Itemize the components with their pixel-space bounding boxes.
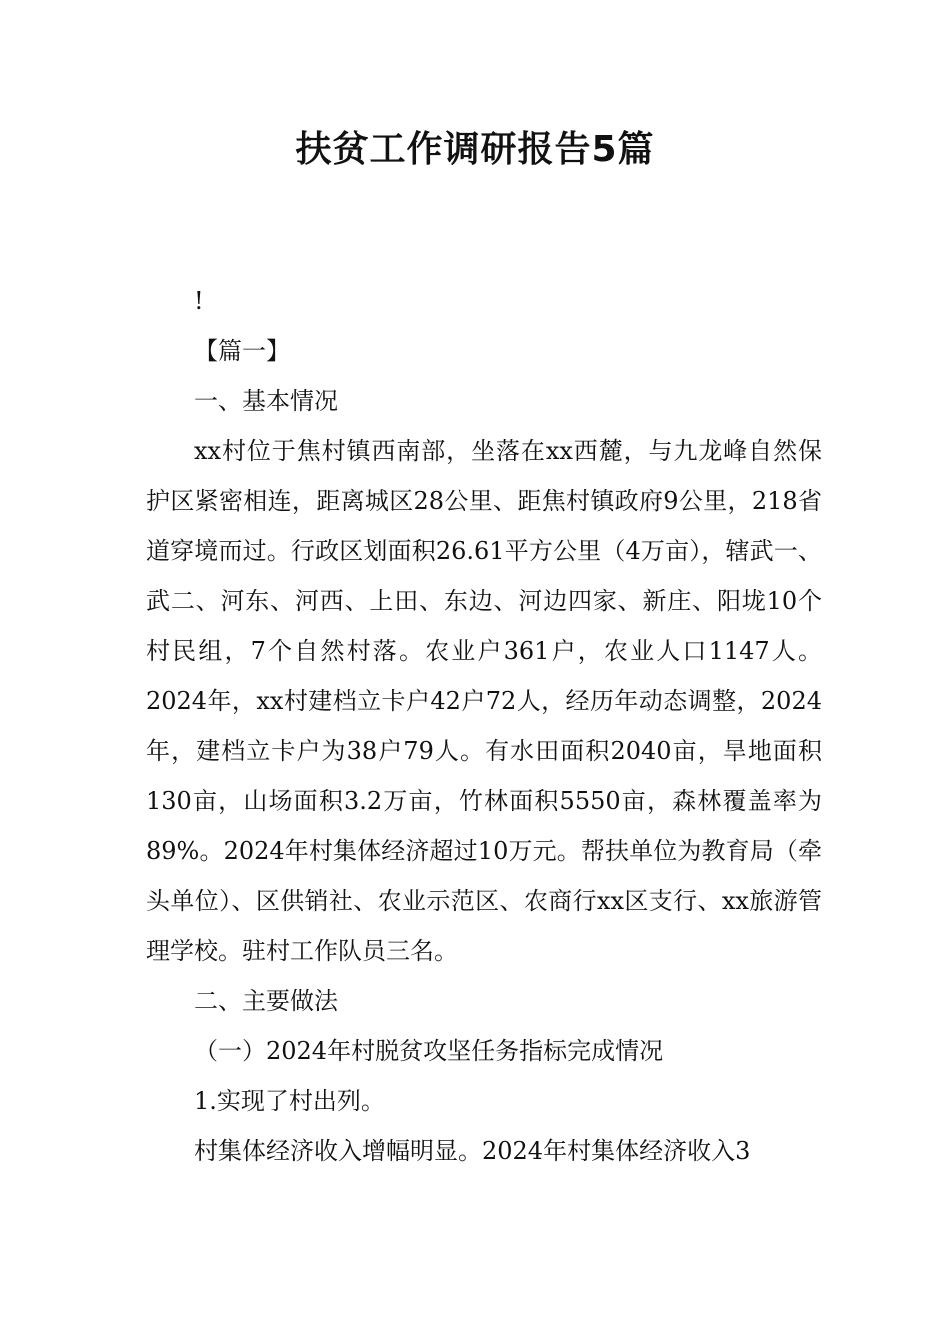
paragraph-basic-situation: xx村位于焦村镇西南部，坐落在xx西麓，与九龙峰自然保护区紧密相连，距离城区28公里、距焦村镇政府9公里，218省道穿境而过。行政区划面积26.61平方公里（4万亩），辖武一、武二、河东、河西、上田、东边、河边四家、新庄、阳垅10个村民组，7个自然村落。农业户361户，农业人口1147人。2024年，xx村建档立卡户42户72人，经历年动态调整，2024年，建档立卡户为38户79人。有水田面积2040亩，旱地面积130亩，山场面积3.2万亩，竹林面积5550亩，森林覆盖率为89%。2024年村集体经济超过10万元。帮扶单位为教育局（牵头单位）、区供销社、农业示范区、农商行xx区支行、xx旅游管理学校。驻村工作队员三名。 — [146, 437, 822, 965]
paragraph-exclamation: ! — [194, 287, 204, 315]
item-village-exit: 1.实现了村出列。 — [194, 1087, 385, 1115]
document-title: 扶贫工作调研报告5篇 — [295, 129, 655, 170]
heading-main-practices: 二、主要做法 — [194, 987, 338, 1015]
document-body — [146, 276, 822, 1176]
paragraph-collective-income: 村集体经济收入增幅明显。2024年村集体经济收入3 — [194, 1137, 751, 1165]
subheading-task-completion: （一）2024年村脱贫攻坚任务指标完成情况 — [194, 1037, 664, 1065]
section-label-part-one: 【篇一】 — [194, 337, 290, 365]
heading-basic-situation: 一、基本情况 — [194, 387, 338, 415]
